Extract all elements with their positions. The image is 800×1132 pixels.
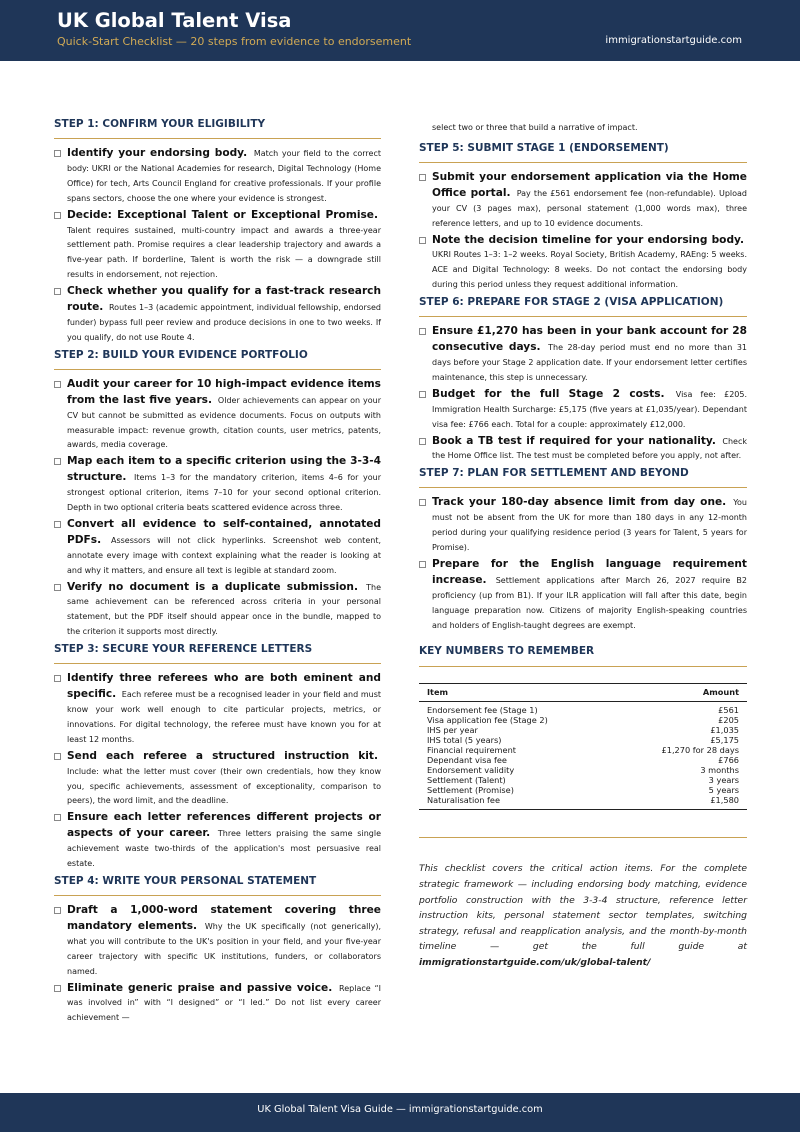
checkbox-icon[interactable] <box>54 675 61 682</box>
checkbox-icon[interactable] <box>54 212 61 219</box>
checkbox-icon[interactable] <box>54 907 61 914</box>
row-item: Endorsement fee (Stage 1) <box>427 705 538 716</box>
table-row <box>419 702 747 716</box>
checklist-item <box>54 517 381 579</box>
table-row <box>419 725 747 735</box>
row-item: IHS per year <box>427 725 478 736</box>
table-row <box>419 735 747 745</box>
item-title: Draft a 1,000-word statement covering three mandatory elements. <box>67 903 381 932</box>
step-heading: STEP 5: SUBMIT STAGE 1 (ENDORSEMENT) <box>419 142 747 163</box>
checklist-item <box>54 981 381 1027</box>
checklist-item <box>54 580 381 641</box>
document-title: UK Global Talent Visa <box>57 9 292 32</box>
table-row <box>419 795 747 810</box>
item-title: Decide: Exceptional Talent or Exceptional Promise. <box>67 208 378 221</box>
row-amount: £561 <box>718 705 739 716</box>
checklist-item <box>54 749 381 810</box>
checkbox-icon[interactable] <box>419 391 426 398</box>
step-7-section <box>419 467 747 633</box>
item-text: Talent requires sustained, multi-country impact and awards a three-year settlement path. Promise requires a clear leadership trajectory and awards a five-year path. If borderline, Talent is worth the risk — a downgrade still results in endorsement, not rejection. <box>67 225 381 280</box>
item-text: Routes 1–3 (academic appointment, individual fellowship, endorsed funder) bypass full peer review and produce decisions in one to two weeks. If you qualify, do not use Route 4. <box>67 303 381 342</box>
table-row <box>419 785 747 795</box>
item-title: Check whether you qualify for a fast-track research route. <box>67 285 381 314</box>
step-heading: STEP 6: PREPARE FOR STAGE 2 (VISA APPLICATION) <box>419 296 747 317</box>
item-title: Map each item to a specific criterion using the 3-3-4 structure. <box>67 455 381 484</box>
item-text: Replace “I was involved in” with “I designed” or “I led.” Do not list every career achievement — <box>67 983 381 1023</box>
header-website: immigrationstartguide.com <box>605 35 742 46</box>
item-text: Pay the £561 endorsement fee (non-refundable). Upload your CV (3 pages max), personal statement (1,000 words max), three reference letters, and up to 10 evidence documents. <box>432 188 747 228</box>
table-row <box>419 755 747 765</box>
page-footer: UK Global Talent Visa Guide — immigrationstartguide.com <box>0 1093 800 1132</box>
divider <box>419 837 747 838</box>
checkbox-icon[interactable] <box>419 328 426 335</box>
step-heading: STEP 4: WRITE YOUR PERSONAL STATEMENT <box>54 875 381 896</box>
row-amount: £1,035 <box>710 725 739 736</box>
row-amount: 3 months <box>700 765 739 776</box>
checklist-item <box>419 495 747 556</box>
item-title: Audit your career for 10 high-impact evidence items from the last five years. <box>67 377 381 406</box>
checklist-item <box>54 810 381 872</box>
note-text: This checklist covers the critical action items. For the complete strategic framework — including endorsing body matching, evidence portfolio construction with the 3-3-4 structure, reference letter instruction kits, personal statement sector templates, switching strategy, refusal and reapplication analysis, and the month-by-month timeline — get the full guide at <box>419 863 747 953</box>
row-item: IHS total (5 years) <box>427 735 502 746</box>
checkbox-icon[interactable] <box>419 174 426 181</box>
row-item: Dependant visa fee <box>427 755 507 766</box>
item-title: Ensure £1,270 has been in your bank account for 28 consecutive days. <box>432 325 747 354</box>
item-title: Ensure each letter references different projects or aspects of your career. <box>67 811 381 840</box>
checkbox-icon[interactable] <box>419 499 426 506</box>
checklist-item <box>54 208 381 284</box>
closing-note <box>419 861 747 970</box>
row-item: Financial requirement <box>427 745 516 756</box>
key-numbers-table <box>419 683 747 810</box>
right-column <box>419 121 747 971</box>
step-5-section <box>419 142 747 293</box>
page-header <box>0 0 800 61</box>
item-text: Assessors will not click hyperlinks. Screenshot web content, annotate every image with context explaining what the reader is looking at and why it matters, and ensure all text is legible at standard zoom. <box>67 535 381 575</box>
checklist-item <box>54 284 381 346</box>
row-amount: £1,270 for 28 days <box>661 745 739 756</box>
item-title: Prepare for the English language requirement increase. <box>432 557 747 586</box>
column-header-amount: Amount <box>614 684 747 702</box>
checklist-item <box>54 454 381 516</box>
checkbox-icon[interactable] <box>419 237 426 244</box>
item-title: Book a TB test if required for your nationality. <box>432 434 716 447</box>
step-1-section <box>54 118 381 346</box>
checklist-item <box>54 671 381 748</box>
row-amount: £1,580 <box>710 795 739 806</box>
checkbox-icon[interactable] <box>54 150 61 157</box>
checklist-item <box>419 557 747 634</box>
table-row <box>419 715 747 725</box>
checkbox-icon[interactable] <box>419 438 426 445</box>
table-row <box>419 775 747 785</box>
row-item: Visa application fee (Stage 2) <box>427 715 548 726</box>
checklist-item <box>54 146 381 207</box>
item-text: Older achievements can appear on your CV but cannot be submitted as evidence documents. Focus on outputs with measurable impact: revenue growth, citation counts, user metrics, patents, awards, media coverage. <box>67 395 381 450</box>
item-title: Submit your endorsement application via the Home Office portal. <box>432 170 747 199</box>
checkbox-icon[interactable] <box>54 288 61 295</box>
checkbox-icon[interactable] <box>419 561 426 568</box>
checklist-item <box>419 233 747 294</box>
checkbox-icon[interactable] <box>54 458 61 465</box>
item-text: You must not be absent from the UK for more than 180 days in any 12-month period during your qualifying residence period (3 years for Talent, 5 years for Promise). <box>432 498 747 553</box>
item-title: Identify three referees who are both eminent and specific. <box>67 672 381 701</box>
item-text: Match your field to the correct body: UKRI or the National Academies for research, Digital Technology (Home Office) for tech, Arts Council England for creative professionals. If your profile spans sectors, choose the one where your evidence is strongest. <box>67 149 381 203</box>
checkbox-icon[interactable] <box>54 584 61 591</box>
item-text: UKRI Routes 1–3: 1–2 weeks. Royal Society, British Academy, RAEng: 5 weeks. ACE and Digital Technology: 8 weeks. Do not contact the endorsing body during this period unless they request additional information. <box>432 250 747 290</box>
guide-link[interactable]: immigrationstartguide.com/uk/global-talent/ <box>419 957 651 969</box>
item-title: Identify your endorsing body. <box>67 147 248 159</box>
item-text: Items 1–3 for the mandatory criterion, items 4–6 for your strongest optional criterion, items 7–10 for your second optional criterion. Depth in two optional criteria beats scattered evidence across three. <box>67 473 382 513</box>
item-text: Visa fee: £205. Immigration Health Surcharge: £5,175 (five years at £1,035/year). Dependant visa fee: £766 each. Total for a couple: approximately £12,000. <box>432 389 748 429</box>
document-subtitle: Quick-Start Checklist — 20 steps from evidence to endorsement <box>57 35 412 48</box>
item-text: Include: what the letter must cover (their own credentials, how they know you, specific achievements, assessment of exceptionality, comparison to peers), the word limit, and the deadline. <box>67 766 381 806</box>
left-column <box>54 118 381 1029</box>
step-4-section <box>54 875 381 1026</box>
item-text: The same achievement can be referenced across criteria in your personal statement, but the PDF itself should appear once in the bundle, mapped to the criterion it supports most directly. <box>67 582 382 637</box>
checklist-item <box>419 170 747 232</box>
table-row <box>419 745 747 755</box>
item-text: Three letters praising the same single achievement waste two-thirds of the application's most persuasive real estate. <box>67 829 381 869</box>
item-text: Settlement applications after March 26, 2027 require B2 proficiency (up from B1). If your ILR application will fall after this date, begin language preparation now. Citizens of majority English-speaking countries and holders of English-taught degrees are exempt. <box>432 575 747 630</box>
checklist-item <box>54 377 381 454</box>
item-title: Verify no document is a duplicate submission. <box>67 580 358 593</box>
row-amount: 3 years <box>708 775 739 786</box>
key-numbers-heading: KEY NUMBERS TO REMEMBER <box>419 645 747 667</box>
row-amount: £205 <box>718 715 739 726</box>
item-title: Note the decision timeline for your endorsing body. <box>432 233 744 246</box>
item-title: Convert all evidence to self-contained, annotated PDFs. <box>67 517 381 546</box>
step-heading: STEP 3: SECURE YOUR REFERENCE LETTERS <box>54 643 381 664</box>
checkbox-icon[interactable] <box>54 985 61 992</box>
checklist-item <box>419 434 747 465</box>
row-amount: £766 <box>718 755 739 766</box>
item-text: Check the Home Office list. The test must be completed before you apply, not after. <box>432 436 747 461</box>
table-row <box>419 765 747 775</box>
item-text: The 28-day period must end no more than 31 days before your Stage 2 application date. If your endorsement letter certifies maintenance, this step is unnecessary. <box>432 343 747 382</box>
step-3-section <box>54 643 381 872</box>
checklist-item <box>419 324 747 386</box>
checkbox-icon[interactable] <box>54 381 61 388</box>
checklist-item <box>54 903 381 980</box>
checklist-item <box>419 387 747 433</box>
item-title: Track your 180-day absence limit from day one. <box>432 496 727 509</box>
item-text-continuation: select two or three that build a narrative of impact. <box>432 123 638 132</box>
item-title: Budget for the full Stage 2 costs. <box>432 387 665 400</box>
checkbox-icon[interactable] <box>54 521 61 528</box>
step-heading: STEP 1: CONFIRM YOUR ELIGIBILITY <box>54 118 381 139</box>
checkbox-icon[interactable] <box>54 814 61 821</box>
row-item: Settlement (Promise) <box>427 785 514 796</box>
item-text: Why the UK specifically (not generically), what you will contribute to the UK's position in your field, and your five-year career trajectory with specific UK institutions, funders, or collaborators named. <box>67 921 381 976</box>
row-item: Endorsement validity <box>427 765 515 776</box>
row-amount: £5,175 <box>710 735 739 746</box>
row-item: Naturalisation fee <box>427 795 500 806</box>
item-text: Each referee must be a recognised leader in your field and must know your work well enough to cite particular projects, metrics, or innovations. For digital technology, the referee must have known you for at least 12 months. <box>67 690 381 744</box>
item-title: Send each referee a structured instruction kit. <box>67 749 378 762</box>
row-amount: 5 years <box>708 785 739 796</box>
checkbox-icon[interactable] <box>54 753 61 760</box>
item-title: Eliminate generic praise and passive voice. <box>67 981 333 994</box>
step-2-section <box>54 349 381 640</box>
table-header-row <box>419 684 747 702</box>
step-6-section <box>419 296 747 464</box>
row-item: Settlement (Talent) <box>427 775 506 786</box>
step-heading: STEP 7: PLAN FOR SETTLEMENT AND BEYOND <box>419 467 747 488</box>
column-header-item: Item <box>419 684 614 702</box>
step-heading: STEP 2: BUILD YOUR EVIDENCE PORTFOLIO <box>54 349 381 370</box>
